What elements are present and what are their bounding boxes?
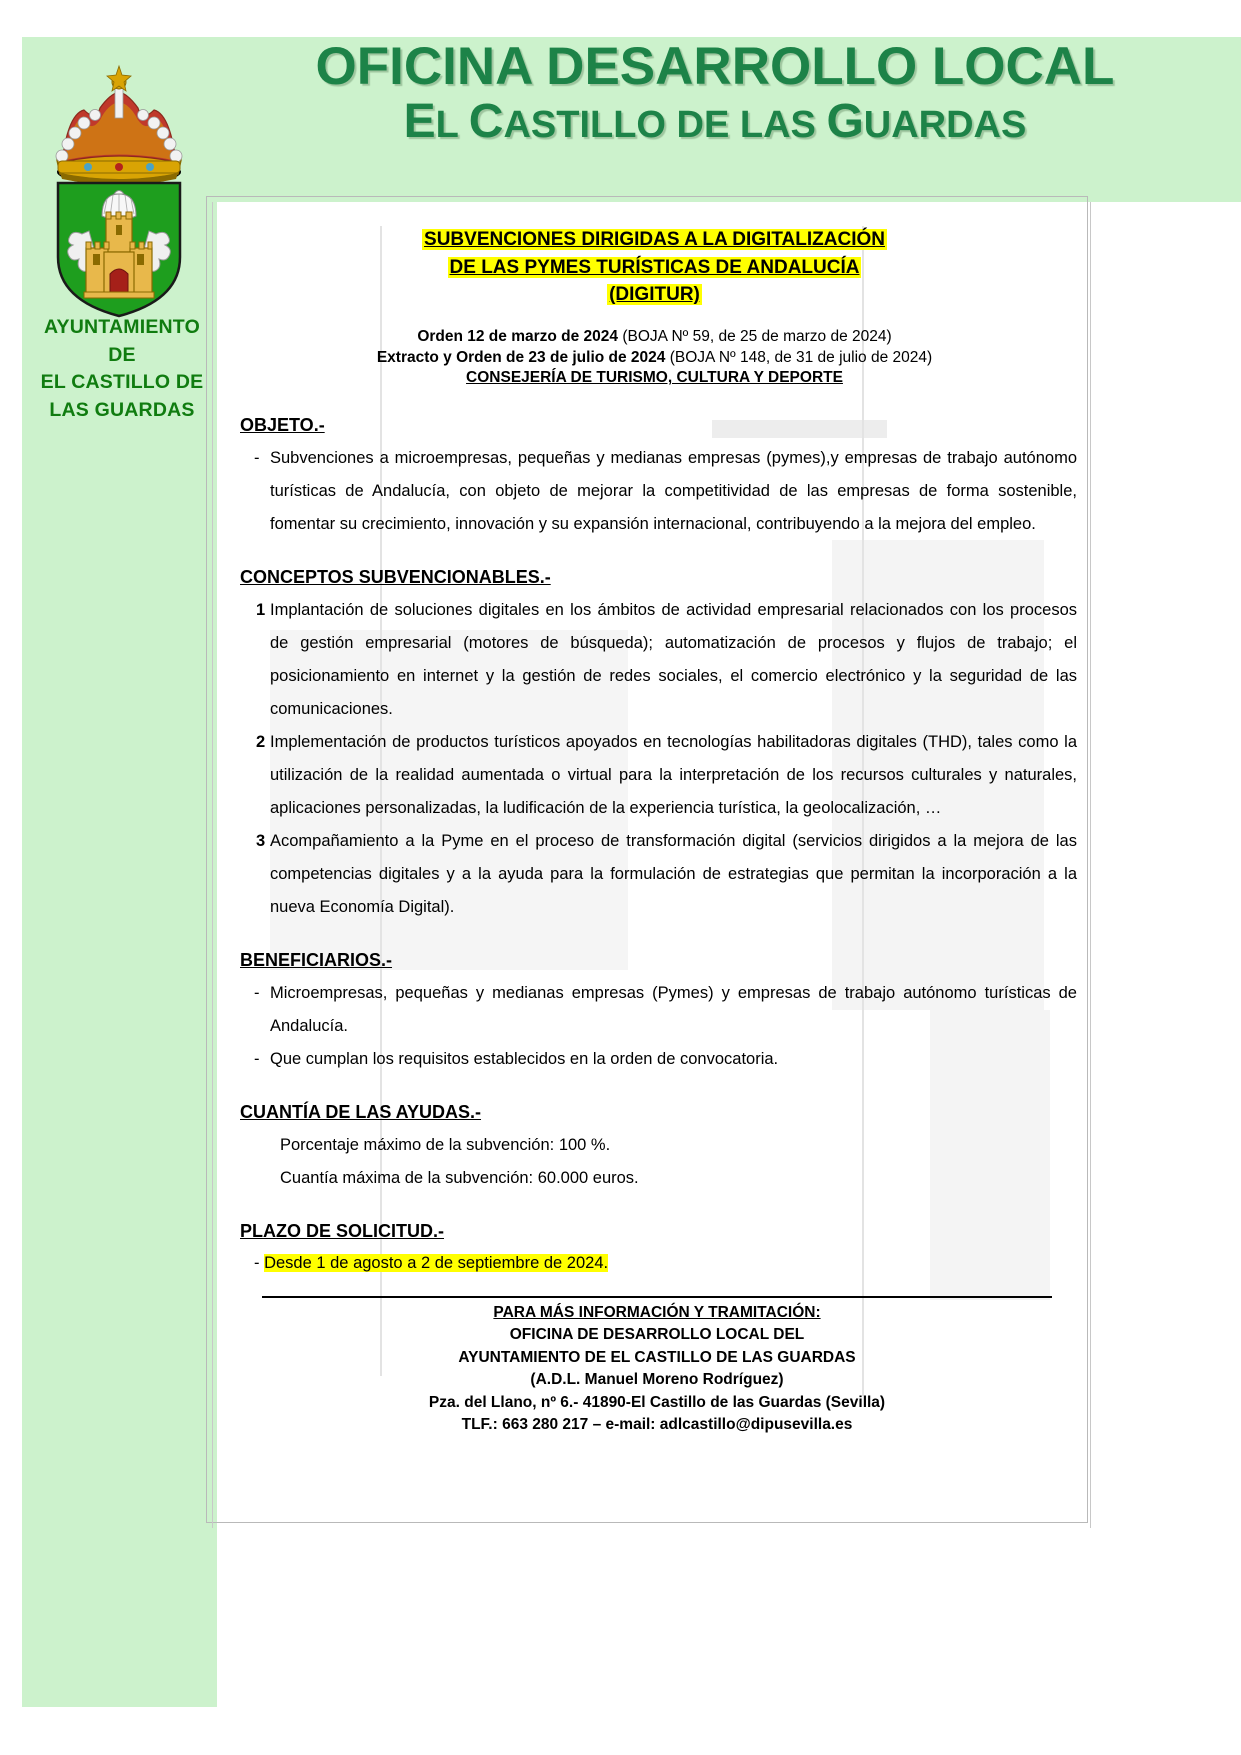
concepto-number: 2 xyxy=(256,733,266,752)
header-title-line-2-e: G xyxy=(826,95,864,149)
footer-line-4: (A.D.L. Manuel Moreno Rodríguez) xyxy=(530,1371,784,1389)
town-name-block xyxy=(22,314,222,425)
footer-line-6: TLF.: 663 280 217 – e-mail: adlcastillo@dipusevilla.es xyxy=(461,1416,853,1434)
section-heading-cuantia: CUANTÍA DE LAS AYUDAS.- xyxy=(240,1102,482,1123)
beneficiario-item xyxy=(232,977,1077,1043)
header-title-line-2-f: UARDAS xyxy=(863,104,1027,147)
document-title xyxy=(232,226,1077,309)
header-title-line-2-a: E xyxy=(403,95,436,149)
footer-divider xyxy=(262,1296,1052,1298)
beneficiario-text: Microempresas, pequeñas y medianas empresas (Pymes) y empresas de trabajo autónomo turísticas de Andalucía. xyxy=(270,984,1077,1036)
section-heading-beneficiarios: BENEFICIARIOS.- xyxy=(240,950,393,971)
section-heading-conceptos: CONCEPTOS SUBVENCIONABLES.- xyxy=(240,567,551,588)
footer-line-2: OFICINA DE DESARROLLO LOCAL DEL xyxy=(509,1326,805,1344)
town-line-2: DE xyxy=(108,343,136,366)
section-heading-objeto: OBJETO.- xyxy=(240,415,325,436)
orden-2-detail: (BOJA Nº 148, de 31 de julio de 2024) xyxy=(665,348,933,366)
document-title-line-1: SUBVENCIONES DIRIGIDAS A LA DIGITALIZACIÓN xyxy=(424,229,885,250)
header-title-line-2 xyxy=(210,95,1220,149)
bullet-dash: - xyxy=(254,1050,260,1069)
footer-lines xyxy=(262,1302,1052,1437)
concepto-item xyxy=(232,825,1077,924)
section-heading-plazo: PLAZO DE SOLICITUD.- xyxy=(240,1221,444,1242)
document-title-line-3: (DIGITUR) xyxy=(609,284,700,306)
concepto-number: 1 xyxy=(256,601,266,620)
poster-header-title xyxy=(210,37,1220,149)
town-line-1: AYUNTAMIENTO xyxy=(44,316,200,338)
beneficiario-text: Que cumplan los requisitos establecidos en la orden de convocatoria. xyxy=(270,1050,779,1069)
objeto-paragraph xyxy=(232,442,1077,541)
contact-footer xyxy=(262,1296,1052,1437)
consejeria-label: CONSEJERÍA DE TURISMO, CULTURA Y DEPORTE xyxy=(466,369,843,387)
plazo-item xyxy=(254,1248,1077,1279)
concepto-text: Acompañamiento a la Pyme en el proceso de transformación digital (servicios dirigidos a la mejora de las competencias digitales y a la ayuda para la formulación de estrategias que permitan la incorporación a la nueva Economía Digital). xyxy=(270,832,1077,917)
header-title-line-1: OFICINA DESARROLLO LOCAL xyxy=(315,37,1115,96)
coat-of-arms-icon xyxy=(38,52,200,320)
town-line-3: EL CASTILLO DE xyxy=(40,371,204,394)
concepto-text: Implantación de soluciones digitales en los ámbitos de actividad empresarial relacionados con los procesos de gestión empresarial (motores de búsqueda); automatización de procesos y flujos de trabajo; el posicionamiento en internet y la gestión de redes sociales, el comercio electrónico y la seguridad de las comunicaciones. xyxy=(270,601,1077,719)
legal-reference-block xyxy=(232,327,1077,390)
objeto-text: Subvenciones a microempresas, pequeñas y medianas empresas (pymes),y empresas de trabajo autónomo turísticas de Andalucía, con objeto de mejorar la competitividad de las empresas de forma sostenible, fomentar su crecimiento, innovación y su expansión internacional, contribuyendo a la mejora del empleo. xyxy=(270,449,1077,534)
beneficiario-item xyxy=(232,1043,1077,1076)
cuantia-line: Porcentaje máximo de la subvención: 100 %. xyxy=(280,1136,611,1155)
orden-1-label: Orden 12 de marzo de 2024 xyxy=(417,327,619,345)
bullet-dash: - xyxy=(254,1254,260,1273)
footer-line-5: Pza. del Llano, nº 6.- 41890-El Castillo de las Guardas (Sevilla) xyxy=(428,1393,886,1411)
footer-line-1: PARA MÁS INFORMACIÓN Y TRAMITACIÓN: xyxy=(493,1303,821,1321)
plazo-text: Desde 1 de agosto a 2 de septiembre de 2024. xyxy=(264,1254,609,1273)
orden-2-label: Extracto y Orden de 23 de julio de 2024 xyxy=(376,348,666,366)
town-line-4: LAS GUARDAS xyxy=(49,399,195,422)
concepto-item xyxy=(232,726,1077,825)
concepto-item xyxy=(232,594,1077,726)
header-title-line-2-d: ASTILLO DE LAS xyxy=(503,104,827,147)
orden-1-detail: (BOJA Nº 59, de 25 de marzo de 2024) xyxy=(618,327,892,345)
concepto-text: Implementación de productos turísticos apoyados en tecnologías habilitadoras digitales (THD), tales como la utilización de la realidad aumentada o virtual para la interpretación de los recursos culturales y naturales, aplicaciones personalizadas, la ludificación de la experiencia turística, la geolocalización, … xyxy=(270,733,1077,818)
document-title-line-2: DE LAS PYMES TURÍSTICAS DE ANDALUCÍA xyxy=(449,256,860,278)
document-content xyxy=(232,226,1077,1437)
bullet-dash: - xyxy=(254,449,260,468)
bullet-dash: - xyxy=(254,984,260,1003)
header-title-line-2-c: C xyxy=(468,95,504,149)
footer-line-3: AYUNTAMIENTO DE EL CASTILLO DE LAS GUARDAS xyxy=(458,1348,856,1366)
concepto-number: 3 xyxy=(256,832,266,851)
header-title-line-2-b: L xyxy=(435,104,469,147)
cuantia-line: Cuantía máxima de la subvención: 60.000 euros. xyxy=(280,1169,639,1188)
